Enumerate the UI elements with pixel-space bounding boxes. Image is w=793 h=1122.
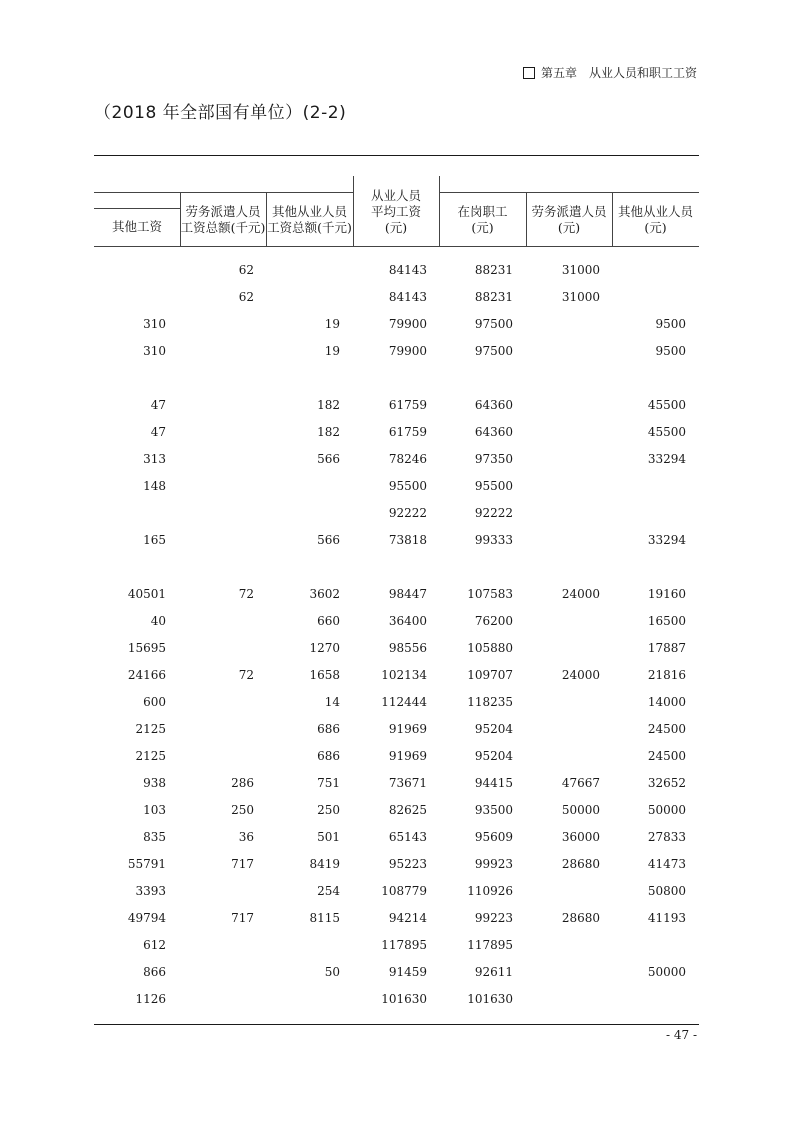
table-cell: 165 xyxy=(143,533,166,547)
table-cell: 73671 xyxy=(388,776,427,790)
table-cell: 313 xyxy=(143,452,166,466)
table-cell: 103 xyxy=(143,803,166,817)
table-cell: 40 xyxy=(150,614,166,628)
table-cell: 16500 xyxy=(647,614,686,628)
table-cell: 91969 xyxy=(388,749,427,763)
table-cell: 47 xyxy=(150,425,166,439)
table-cell: 73818 xyxy=(388,533,427,547)
chapter-label: 第五章 从业人员和职工工资 xyxy=(540,66,697,80)
table-cell: 97350 xyxy=(474,452,513,466)
table-cell: 600 xyxy=(143,695,166,709)
table-cell: 717 xyxy=(231,911,254,925)
table-cell: 24000 xyxy=(561,587,600,601)
table-cell: 19160 xyxy=(647,587,686,601)
table-cell: 1270 xyxy=(309,641,340,655)
table-row xyxy=(94,719,699,739)
header-text: (元) xyxy=(644,220,667,235)
table-cell: 109707 xyxy=(467,668,513,682)
table-cell: 2125 xyxy=(135,722,166,736)
header-text: 在岗职工 xyxy=(457,204,508,219)
table-cell: 19 xyxy=(324,344,340,358)
table-cell: 95500 xyxy=(474,479,513,493)
table-cell: 92222 xyxy=(474,506,513,520)
header-text: 从业人员 xyxy=(370,188,421,203)
table-cell: 310 xyxy=(143,317,166,331)
table-row xyxy=(94,773,699,793)
header-text: 其他从业人员 xyxy=(617,204,693,219)
table-cell: 95609 xyxy=(474,830,513,844)
table-cell: 88231 xyxy=(474,263,513,277)
table-cell: 61759 xyxy=(388,425,427,439)
table-cell: 92222 xyxy=(388,506,427,520)
table-cell: 95223 xyxy=(388,857,427,871)
header-text: 劳务派遣人员 xyxy=(185,204,261,219)
table-cell: 31000 xyxy=(561,263,600,277)
table-cell: 866 xyxy=(143,965,166,979)
table-cell: 91459 xyxy=(388,965,427,979)
table-row xyxy=(94,584,699,604)
table-cell: 65143 xyxy=(388,830,427,844)
table-cell: 55791 xyxy=(127,857,166,871)
table-row xyxy=(94,287,699,307)
table-cell: 9500 xyxy=(655,344,686,358)
table-cell: 98447 xyxy=(388,587,427,601)
table-row xyxy=(94,935,699,955)
top-rule xyxy=(94,155,699,156)
page-number: - 47 - xyxy=(665,1028,697,1042)
header-text: 工资总额(千元) xyxy=(180,220,266,235)
table-cell: 2125 xyxy=(135,749,166,763)
table-cell: 286 xyxy=(231,776,254,790)
table-row xyxy=(94,341,699,361)
table-cell: 28680 xyxy=(561,911,600,925)
table-cell: 566 xyxy=(317,452,340,466)
table-cell: 97500 xyxy=(474,344,513,358)
table-cell: 3602 xyxy=(309,587,340,601)
table-cell: 36400 xyxy=(388,614,427,628)
table-cell: 250 xyxy=(317,803,340,817)
table-cell: 501 xyxy=(317,830,340,844)
table-cell: 91969 xyxy=(388,722,427,736)
table-cell: 40501 xyxy=(127,587,166,601)
table-cell: 64360 xyxy=(474,398,513,412)
table-cell: 686 xyxy=(317,722,340,736)
table-cell: 33294 xyxy=(647,452,686,466)
table-cell: 182 xyxy=(317,425,340,439)
table-cell: 105880 xyxy=(467,641,513,655)
table-cell: 95204 xyxy=(474,749,513,763)
table-cell: 94415 xyxy=(474,776,513,790)
table-cell: 78246 xyxy=(388,452,427,466)
table-cell: 101630 xyxy=(381,992,427,1006)
table-cell: 95500 xyxy=(388,479,427,493)
header-text: 劳务派遣人员 xyxy=(531,204,607,219)
table-cell: 24500 xyxy=(647,722,686,736)
table-cell: 117895 xyxy=(381,938,427,952)
table-row xyxy=(94,503,699,523)
table-cell: 50000 xyxy=(647,965,686,979)
table-cell: 41193 xyxy=(647,911,686,925)
table-cell: 31000 xyxy=(561,290,600,304)
chapter-heading xyxy=(523,64,697,81)
table-cell: 33294 xyxy=(647,533,686,547)
table-row xyxy=(94,611,699,631)
table-cell: 79900 xyxy=(388,344,427,358)
table-cell: 84143 xyxy=(388,263,427,277)
table-cell: 102134 xyxy=(381,668,427,682)
header-other-wages xyxy=(94,210,180,244)
table-row xyxy=(94,854,699,874)
header-other-employees xyxy=(612,196,699,244)
table-cell: 28680 xyxy=(561,857,600,871)
table-cell: 49794 xyxy=(127,911,166,925)
table-cell: 717 xyxy=(231,857,254,871)
table-cell: 8115 xyxy=(309,911,340,925)
table-row xyxy=(94,908,699,928)
header-bottom-rule xyxy=(94,246,699,247)
table-cell: 118235 xyxy=(467,695,513,709)
table-cell: 98556 xyxy=(388,641,427,655)
table-cell: 310 xyxy=(143,344,166,358)
header-text: (元) xyxy=(557,220,581,235)
table-cell: 92611 xyxy=(474,965,513,979)
table-cell: 107583 xyxy=(467,587,513,601)
table-cell: 64360 xyxy=(474,425,513,439)
table-cell: 79900 xyxy=(388,317,427,331)
table-cell: 72 xyxy=(238,587,254,601)
header-text: (元) xyxy=(384,220,408,235)
table-cell: 612 xyxy=(143,938,166,952)
table-cell: 8419 xyxy=(309,857,340,871)
table-row xyxy=(94,665,699,685)
table-cell: 99333 xyxy=(474,533,513,547)
header-text: 平均工资 xyxy=(370,204,421,219)
table-cell: 82625 xyxy=(388,803,427,817)
table-cell: 835 xyxy=(143,830,166,844)
header-text: 工资总额(千元) xyxy=(267,220,352,235)
table-cell: 14000 xyxy=(647,695,686,709)
table-row xyxy=(94,800,699,820)
table-row xyxy=(94,962,699,982)
table-cell: 94214 xyxy=(388,911,427,925)
table-cell: 110926 xyxy=(467,884,513,898)
header-rule-left xyxy=(94,192,353,193)
table-cell: 72 xyxy=(238,668,254,682)
header-text: 其他从业人员 xyxy=(271,204,347,219)
header-dispatched-staff xyxy=(526,196,612,244)
table-cell: 101630 xyxy=(467,992,513,1006)
table-row xyxy=(94,476,699,496)
table-cell: 99923 xyxy=(474,857,513,871)
table-cell: 17887 xyxy=(647,641,686,655)
table-cell: 14 xyxy=(324,695,340,709)
table-cell: 99223 xyxy=(474,911,513,925)
table-row xyxy=(94,881,699,901)
table-row xyxy=(94,314,699,334)
table-row xyxy=(94,827,699,847)
table-cell: 15695 xyxy=(127,641,166,655)
table-cell: 45500 xyxy=(647,425,686,439)
table-row xyxy=(94,422,699,442)
table-cell: 1658 xyxy=(309,668,340,682)
table-cell: 76200 xyxy=(474,614,513,628)
table-cell: 938 xyxy=(143,776,166,790)
table-row xyxy=(94,530,699,550)
table-cell: 47667 xyxy=(561,776,600,790)
table-row xyxy=(94,260,699,280)
table-cell: 93500 xyxy=(474,803,513,817)
header-rule-right xyxy=(439,192,699,193)
table-cell: 41473 xyxy=(647,857,686,871)
table-cell: 117895 xyxy=(467,938,513,952)
table-cell: 24000 xyxy=(561,668,600,682)
header-average-wage xyxy=(353,180,439,244)
table-cell: 148 xyxy=(143,479,166,493)
table-cell: 19 xyxy=(324,317,340,331)
table-row xyxy=(94,449,699,469)
square-icon xyxy=(523,67,535,79)
table-cell: 61759 xyxy=(388,398,427,412)
table-cell: 108779 xyxy=(381,884,427,898)
table-row xyxy=(94,395,699,415)
table-row xyxy=(94,989,699,1009)
table-cell: 24500 xyxy=(647,749,686,763)
table-cell: 62 xyxy=(238,290,254,304)
table-title: （2018 年全部国有单位）(2-2) xyxy=(94,103,347,123)
table-cell: 3393 xyxy=(135,884,166,898)
table-row xyxy=(94,638,699,658)
table-cell: 84143 xyxy=(388,290,427,304)
table-cell: 112444 xyxy=(381,695,427,709)
table-cell: 566 xyxy=(317,533,340,547)
table-cell: 1126 xyxy=(135,992,166,1006)
table-cell: 45500 xyxy=(647,398,686,412)
table-cell: 9500 xyxy=(655,317,686,331)
table-cell: 47 xyxy=(150,398,166,412)
header-text: 其他工资 xyxy=(111,219,162,234)
table-row xyxy=(94,746,699,766)
table-cell: 50000 xyxy=(647,803,686,817)
header-on-post-staff xyxy=(439,196,526,244)
table-cell: 50000 xyxy=(561,803,600,817)
bottom-rule xyxy=(94,1024,699,1025)
table-cell: 21816 xyxy=(647,668,686,682)
table-cell: 97500 xyxy=(474,317,513,331)
table-cell: 95204 xyxy=(474,722,513,736)
table-cell: 182 xyxy=(317,398,340,412)
header-rule-col0 xyxy=(94,208,180,209)
table-cell: 250 xyxy=(231,803,254,817)
table-cell: 24166 xyxy=(127,668,166,682)
table-cell: 686 xyxy=(317,749,340,763)
table-cell: 32652 xyxy=(647,776,686,790)
table-cell: 36000 xyxy=(561,830,600,844)
table-cell: 254 xyxy=(317,884,340,898)
table-cell: 88231 xyxy=(474,290,513,304)
table-cell: 36 xyxy=(238,830,254,844)
table-row xyxy=(94,692,699,712)
table-cell: 50 xyxy=(324,965,340,979)
header-dispatched-wage-total xyxy=(180,196,266,244)
table-cell: 660 xyxy=(317,614,340,628)
table-cell: 50800 xyxy=(647,884,686,898)
table-cell: 27833 xyxy=(647,830,686,844)
header-text: (元) xyxy=(471,220,494,235)
table-cell: 751 xyxy=(317,776,340,790)
header-other-employee-wage-total xyxy=(266,196,353,244)
table-cell: 62 xyxy=(238,263,254,277)
